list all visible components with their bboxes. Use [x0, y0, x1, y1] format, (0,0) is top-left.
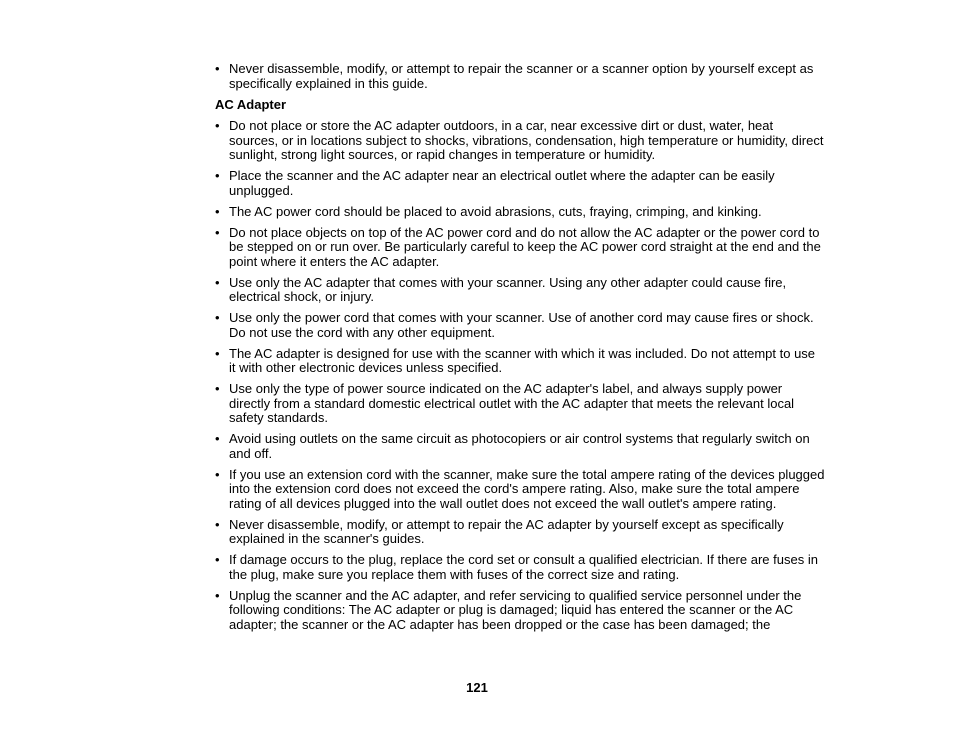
bullet-marker: • — [215, 431, 220, 446]
list-item-text: Unplug the scanner and the AC adapter, and refer servicing to qualified service personnel under the following conditions: The AC adapter or plug is damaged; liquid has entered the scanner or the AC adapter; the scanner or the AC adapter has been dropped or the case has been damaged; the — [229, 587, 802, 632]
list-item-text: Do not place or store the AC adapter outdoors, in a car, near excessive dirt or dust, water, heat sources, or in locations subject to shocks, vibrations, condensation, high temperature or humidity, direct sunlight, strong light sources, or rapid changes in temperature or humidity. — [229, 118, 824, 162]
ac-adapter-list — [215, 119, 825, 632]
list-item-text: Never disassemble, modify, or attempt to repair the AC adapter by yourself except as specifically explained in the scanner's guides. — [229, 516, 784, 546]
bullet-marker: • — [215, 466, 220, 482]
intro-list — [215, 62, 825, 91]
bullet-marker: • — [215, 274, 220, 290]
list-item — [215, 589, 825, 633]
list-item-text: Use only the power cord that comes with your scanner. Use of another cord may cause fires or shock. Do not use the cord with any other equipment. — [229, 310, 814, 340]
list-item-text: Use only the type of power source indicated on the AC adapter's label, and always supply power directly from a standard domestic electrical outlet with the AC adapter that meets the relevant local safety standards. — [229, 381, 795, 425]
list-item-text: The AC adapter is designed for use with the scanner with which it was included. Do not attempt to use it with other electronic devices unless specified. — [229, 345, 816, 375]
list-item — [215, 119, 825, 163]
bullet-marker: • — [215, 587, 220, 603]
page-number: 121 — [466, 680, 488, 695]
list-item — [215, 62, 825, 91]
bullet-marker: • — [215, 381, 220, 396]
list-item-text: If you use an extension cord with the scanner, make sure the total ampere rating of the devices plugged into the extension cord does not exceed the cord's ampere rating. Also, make sure the total ampere rating of all devices plugged into the wall outlet does not exceed the wall outlet's ampere rating. — [229, 466, 825, 511]
bullet-marker: • — [215, 345, 220, 361]
bullet-marker: • — [215, 552, 220, 567]
list-item — [215, 347, 825, 376]
list-item — [215, 205, 825, 220]
bullet-marker: • — [215, 168, 220, 183]
bullet-marker: • — [215, 310, 220, 325]
bullet-marker: • — [215, 224, 220, 240]
list-item-text: Never disassemble, modify, or attempt to repair the scanner or a scanner option by yourself except as specifically explained in this guide. — [229, 61, 814, 91]
list-item — [215, 169, 825, 198]
list-item-text: Avoid using outlets on the same circuit as photocopiers or air control systems that regularly switch on and off. — [229, 431, 810, 461]
list-item — [215, 553, 825, 582]
list-item — [215, 311, 825, 340]
list-item-text: The AC power cord should be placed to avoid abrasions, cuts, fraying, crimping, and kinking. — [229, 203, 762, 219]
list-item-text: Use only the AC adapter that comes with your scanner. Using any other adapter could cause fire, electrical shock, or injury. — [229, 274, 787, 304]
list-item — [215, 518, 825, 547]
bullet-marker: • — [215, 61, 220, 76]
list-item-text: If damage occurs to the plug, replace the cord set or consult a qualified electrician. If there are fuses in the plug, make sure you replace them with fuses of the correct size and rating. — [229, 552, 818, 582]
list-item-text: Do not place objects on top of the AC power cord and do not allow the AC adapter or the power cord to be stepped on or run over. Be particularly careful to keep the AC power cord straight at the end and the point where it enters the AC adapter. — [229, 224, 821, 269]
list-item-text: Place the scanner and the AC adapter near an electrical outlet where the adapter can be easily unplugged. — [229, 168, 775, 198]
page-content — [215, 62, 825, 639]
bullet-marker: • — [215, 203, 220, 219]
bullet-marker: • — [215, 516, 220, 532]
list-item — [215, 276, 825, 305]
section-heading: AC Adapter — [215, 96, 287, 112]
list-item — [215, 432, 825, 461]
list-item — [215, 468, 825, 512]
list-item — [215, 226, 825, 270]
bullet-marker: • — [215, 118, 220, 133]
list-item — [215, 382, 825, 426]
